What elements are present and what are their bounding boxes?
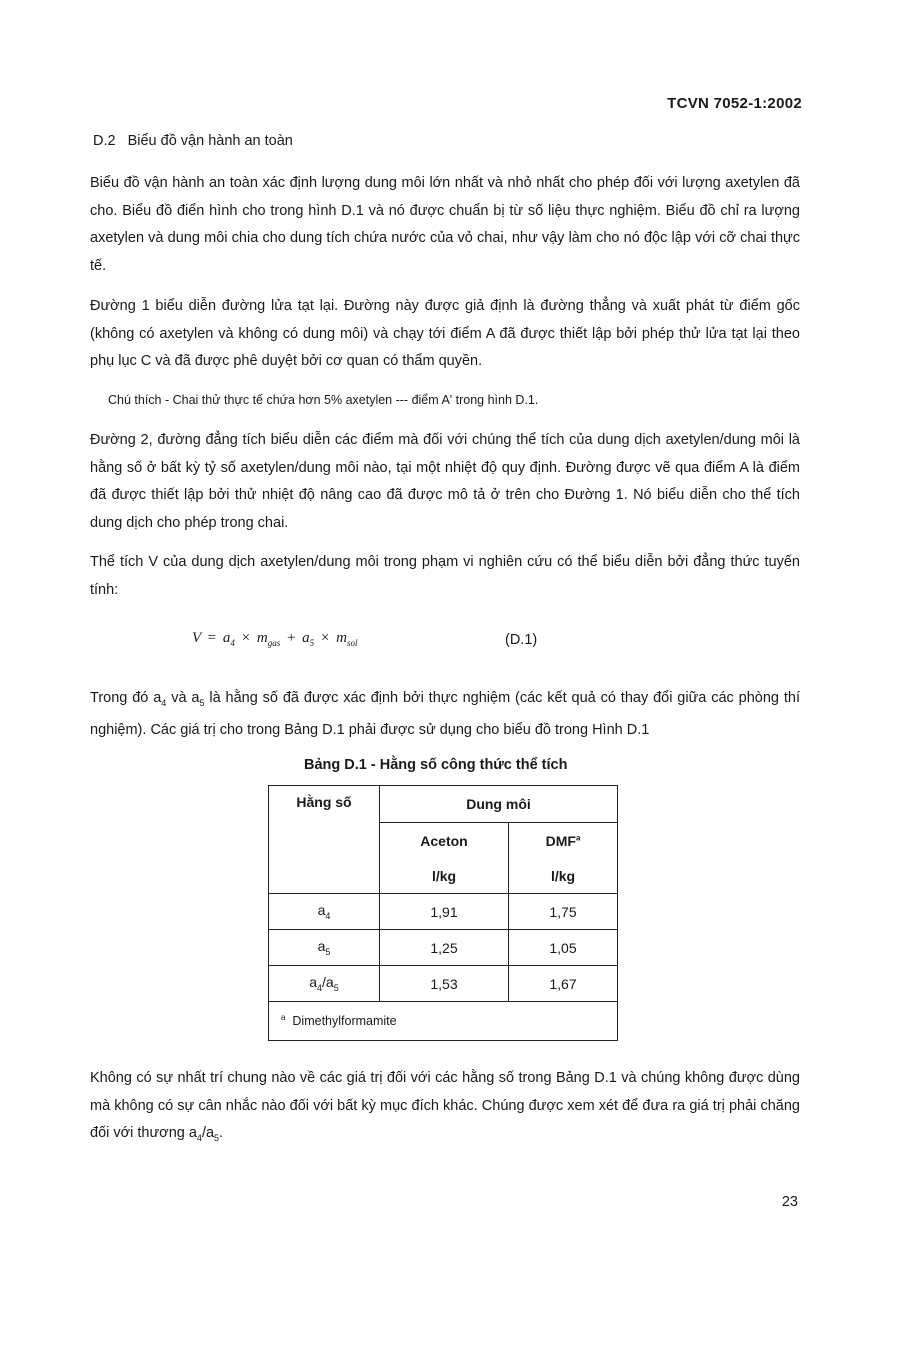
row-constant-sub-2: 5: [333, 982, 339, 993]
paragraph-6-text-a: Không có sự nhất trí chung nào về các giá trị đối với các hằng số trong Bảng D.1 và chúng không được dùng mà không có sự cân nhắc nào đối với bất kỳ mục đích khác. Chúng được xem xét để đưa ra giá trị phải chăng đối với thương a: [90, 1070, 800, 1141]
formula-equals: =: [207, 630, 217, 646]
row-constant-name: a: [317, 938, 326, 955]
formula-a5-sub: 5: [309, 638, 315, 648]
paragraph-5-text-c: là hằng số đã được xác định bởi thực nghiệm (các kết quả có thay đổi giữa các phòng thí nghiệm). Các giá trị cho trong Bảng D.1 phải được sử dụng cho biểu đồ trong Hình D.1: [90, 690, 801, 739]
row-dmf-value: 1,75: [509, 894, 618, 930]
paragraph-2: Đường 1 biểu diễn đường lửa tạt lại. Đường này được giả định là đường thẳng và xuất phát từ điểm gốc (không có axetylen và không có dung môi) và chạy tới điểm A đã được thiết lập bởi phép thử lửa tạt lại theo phụ lục C và đã được phê duyệt bởi cơ quan có thẩm quyền.: [90, 298, 800, 369]
paragraph-5-text-b: và a: [166, 690, 200, 706]
formula-m-sol: m: [336, 630, 347, 646]
formula-times-1: ×: [241, 630, 251, 646]
row-aceton-value: 1,91: [380, 894, 509, 930]
footnote-mark: a: [281, 1013, 286, 1023]
header-dmf-footnote-mark: a: [575, 833, 581, 843]
table-footnote: [269, 1002, 618, 1041]
header-aceton: Aceton: [380, 823, 509, 860]
row-aceton-value: 1,25: [380, 930, 509, 966]
paragraph-5-sub-5: 5: [199, 697, 205, 708]
paragraph-5-text-a: Trong đó a: [90, 690, 162, 706]
section-title: Biểu đồ vận hành an toàn: [127, 133, 293, 149]
paragraph-1: Biểu đồ vận hành an toàn xác định lượng dung môi lớn nhất và nhỏ nhất cho phép đối với lượng axetylen đã cho. Biểu đồ điển hình cho trong hình D.1 và nó được chuẩn bị từ số liệu thực nghiệm. Biểu đồ chỉ ra lượng axetylen và dung môi chia cho dung tích chứa nước của vỏ chai, như vậy làm cho nó độc lập với cỡ chai thực tế.: [90, 175, 800, 274]
formula-m-gas-sub: gas: [267, 638, 281, 648]
standard-code: TCVN 7052-1:2002: [667, 95, 802, 112]
unit-aceton: l/kg: [380, 859, 509, 894]
paragraph-5: [90, 685, 800, 745]
paragraph-6-text-c: .: [219, 1125, 224, 1141]
row-constant: [269, 930, 380, 966]
header-constant: Hằng số: [269, 786, 380, 894]
paragraph-6-sub-5: 5: [214, 1132, 220, 1143]
row-constant-name: a: [309, 974, 318, 991]
formula-m-sol-sub: sol: [346, 638, 358, 648]
row-constant-tail: /a: [322, 974, 334, 991]
row-constant: [269, 966, 380, 1002]
formula-a5: a: [302, 630, 310, 646]
paragraph-4: Thể tích V của dung dịch axetylen/dung môi trong phạm vi nghiên cứu có thể biểu diễn bởi đẳng thức tuyến tính:: [90, 554, 800, 598]
equation-number: (D.1): [505, 632, 538, 648]
row-constant-sub: 4: [317, 982, 323, 993]
row-constant: [269, 894, 380, 930]
row-constant-name: a: [317, 902, 326, 919]
formula-times-2: ×: [320, 630, 330, 646]
paragraph-6-sub-4: 4: [196, 1132, 202, 1143]
paragraph-3: Đường 2, đường đẳng tích biểu diễn các điểm mà đối với chúng thể tích của dung dịch axetylen/dung môi là hằng số ở bất kỳ tỷ số axetylen/dung môi nào, tại một nhiệt độ quy định. Đường được vẽ qua điểm A là điểm đã được thiết lập bởi thử nhiệt độ nâng cao đã được mô tả ở trên cho Đường 1. Nó biểu diễn cho thể tích dung dịch cho phép trong chai.: [90, 432, 800, 531]
formula-a4: a: [222, 630, 231, 646]
row-dmf-value: 1,05: [509, 930, 618, 966]
row-constant-sub: 5: [325, 946, 331, 957]
page-number: 23: [781, 1194, 798, 1210]
table-row: [269, 966, 618, 1002]
section-number: D.2: [93, 133, 116, 149]
row-aceton-value: 1,53: [380, 966, 509, 1002]
paragraph-5-sub-4: 4: [161, 697, 167, 708]
table-row: [269, 894, 618, 930]
row-dmf-value: 1,67: [509, 966, 618, 1002]
section-heading: [93, 133, 293, 149]
footnote-text: Dimethylformamite: [292, 1014, 397, 1029]
formula-lhs: V: [192, 630, 201, 646]
row-constant-sub: 4: [325, 910, 331, 921]
note: Chú thích - Chai thử thực tế chứa hơn 5% axetylen --- điểm A' trong hình D.1.: [108, 393, 539, 407]
constants-table: [268, 785, 618, 1041]
header-dmf-label: DMF: [545, 833, 576, 849]
unit-dmf: l/kg: [509, 859, 618, 894]
paragraph-6-text-b: /a: [201, 1125, 215, 1141]
formula-plus: +: [286, 630, 296, 646]
formula-m-gas: m: [256, 630, 268, 646]
formula-a4-sub: 4: [230, 638, 235, 648]
header-solvent: Dung môi: [380, 786, 618, 823]
paragraph-6: [90, 1065, 800, 1152]
table-row: [269, 930, 618, 966]
header-dmf: [509, 823, 618, 860]
table-title: Bảng D.1 - Hằng số công thức thể tích: [304, 757, 568, 773]
formula-d1: [192, 630, 358, 648]
